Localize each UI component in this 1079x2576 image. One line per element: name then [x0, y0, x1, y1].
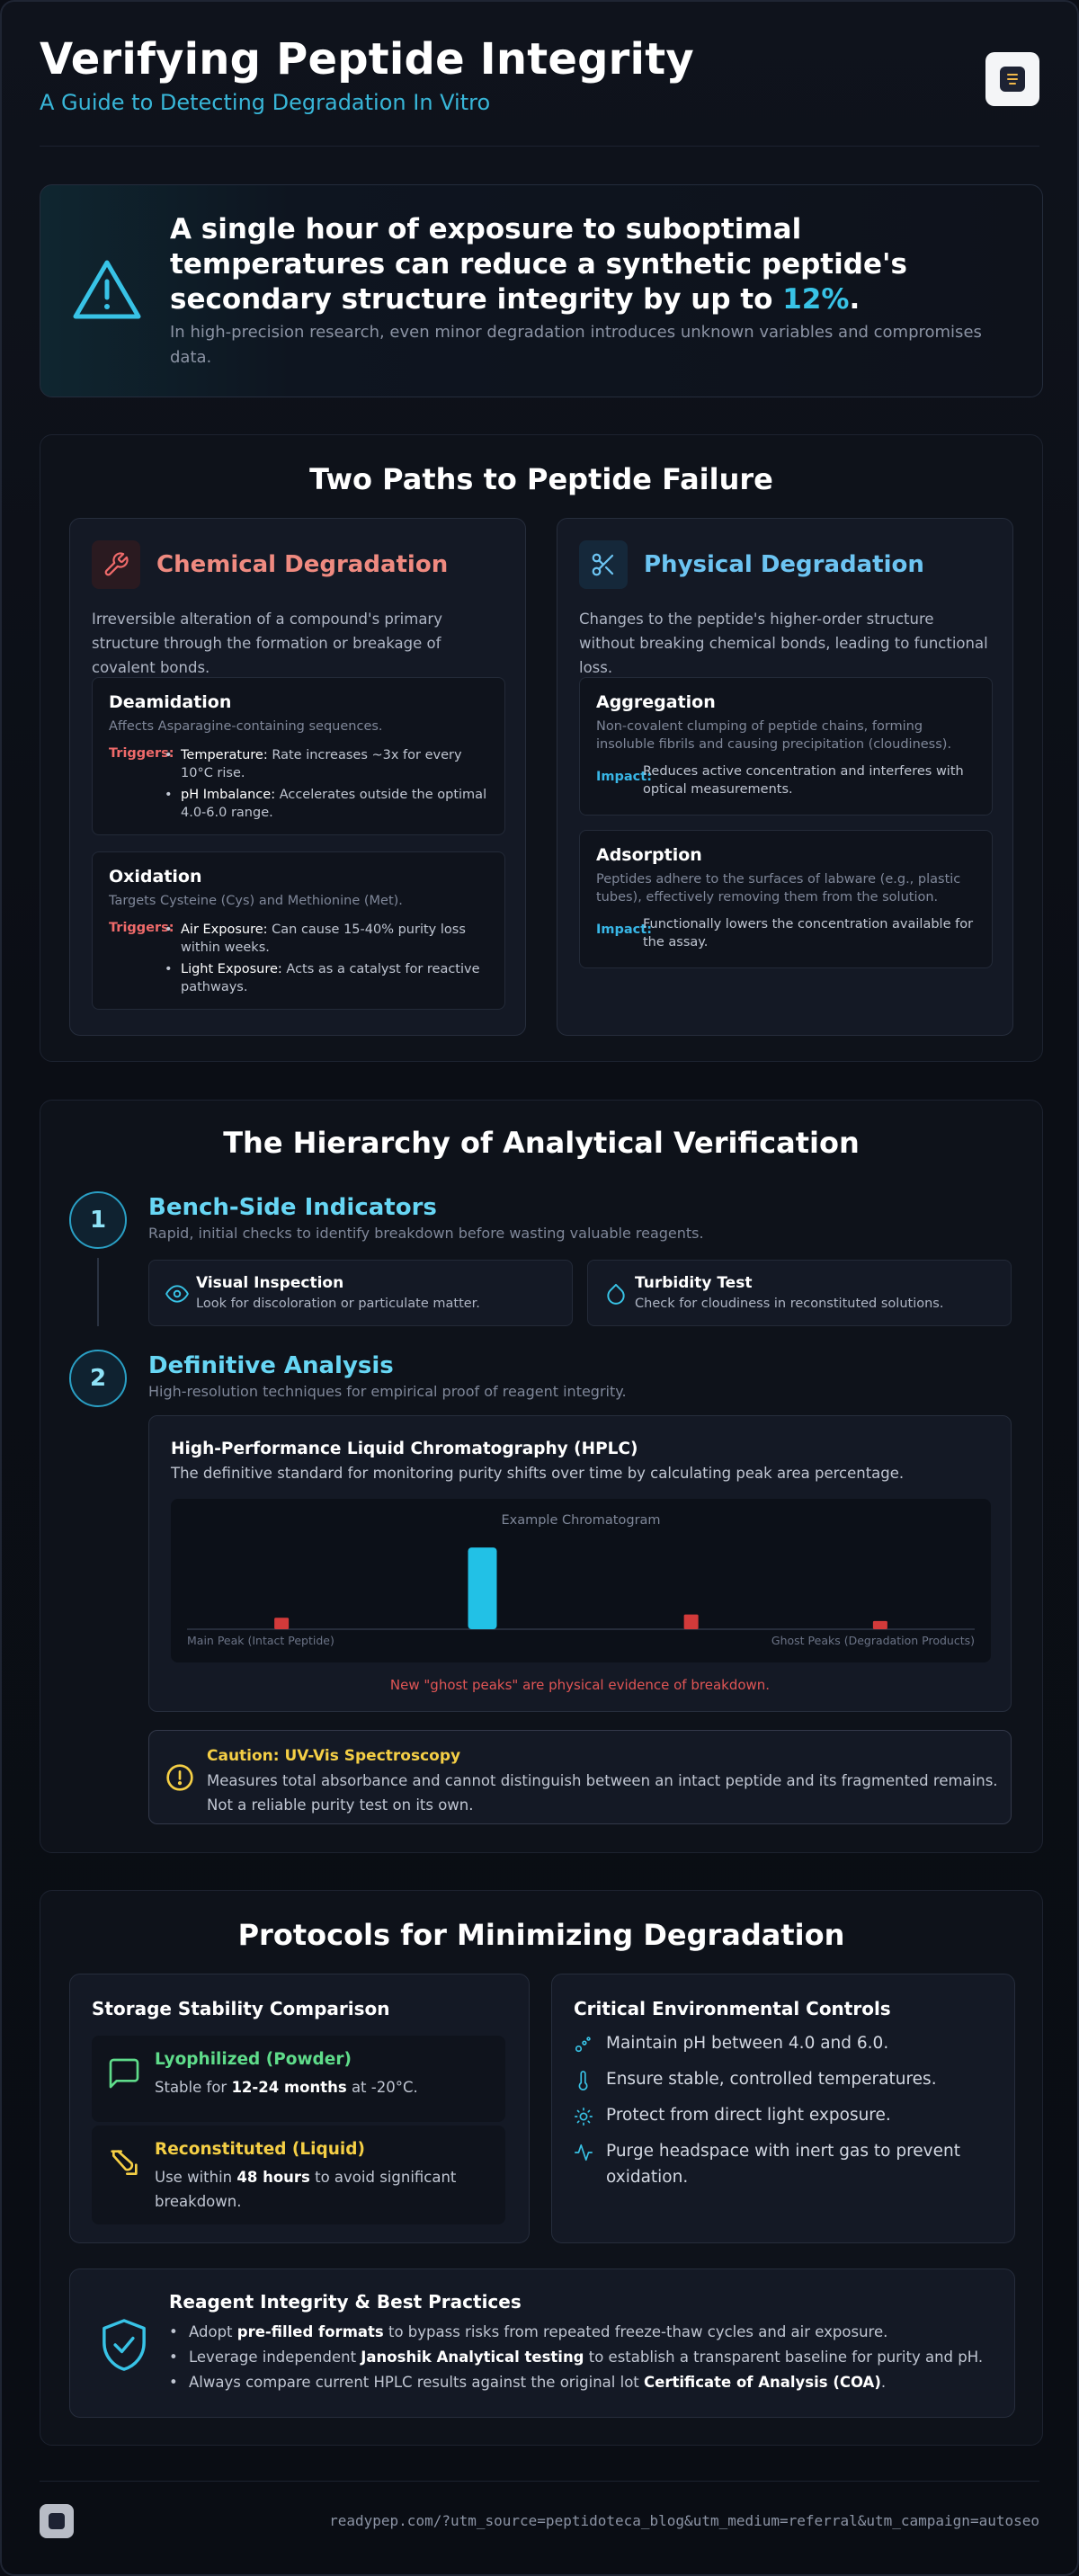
deamidation-triggers-list — [165, 746, 497, 825]
footer-logo[interactable] — [40, 2504, 74, 2538]
turbidity-test-card — [587, 1260, 1012, 1326]
best-practices-list — [169, 2323, 1005, 2399]
lyophilized-title: Lyophilized (Powder) — [155, 2050, 352, 2069]
turbidity-test-desc: Check for cloudiness in reconstituted solutions. — [635, 1297, 944, 1311]
ghost-peaks-note: New "ghost peaks" are physical evidence of breakdown. — [389, 1677, 771, 1693]
eye-icon — [165, 1282, 189, 1306]
aggregation-desc: Non-covalent clumping of peptide chains, forming insoluble fibrils and causing precipitation (cloudiness). — [596, 719, 952, 752]
control-text: Ensure stable, controlled temperatures. — [606, 2070, 937, 2089]
stat-alert-card — [40, 184, 1043, 397]
alert-highlight-value: 12% — [782, 283, 850, 316]
oxidation-title: Oxidation — [109, 867, 202, 887]
step-1-badge: 1 — [69, 1191, 127, 1249]
chart-bar-ghost-peak — [873, 1621, 887, 1629]
trigger-text: Rate increases ~3x for every 10°C rise. — [181, 748, 462, 780]
physical-desc: Changes to the peptide's higher-order structure without breaking chemical bonds, leading to functional loss. — [579, 611, 988, 676]
footer-divider — [40, 2481, 1039, 2482]
lyophilized-text — [155, 2075, 492, 2099]
logo-icon — [1000, 67, 1025, 92]
trigger-term: Light Exposure: — [181, 962, 282, 976]
ph-icon — [574, 2035, 593, 2055]
text-part: to avoid significant breakdown. — [155, 2169, 457, 2210]
chart-bar-main-peak — [468, 1547, 497, 1629]
aggregation-card — [579, 677, 993, 816]
alert-circle-icon — [165, 1763, 194, 1792]
footer-url-link[interactable]: readypep.com/?utm_source=peptidoteca_blog&utm_medium=referral&utm_campaign=autoseo — [329, 2512, 1039, 2529]
aggregation-impact-text: Reduces active concentration and interferes with optical measurements. — [643, 764, 964, 797]
oxidation-triggers-list — [165, 921, 497, 1000]
deamidation-card — [92, 677, 505, 835]
controls-title: Critical Environmental Controls — [574, 1998, 891, 2019]
trigger-text: Can cause 15-40% purity loss within weeks. — [181, 923, 466, 955]
reconstituted-title: Reconstituted (Liquid) — [155, 2140, 365, 2159]
chemical-title: Chemical Degradation — [156, 551, 449, 578]
shield-check-icon — [97, 2316, 151, 2374]
chemical-desc: Irreversible alteration of a compound's primary structure through the formation or breakage of covalent bonds. — [92, 611, 442, 676]
lyophilized-card — [92, 2036, 505, 2122]
physical-degradation-card — [557, 518, 1013, 1036]
trigger-term: Temperature: — [181, 748, 268, 762]
adsorption-impact-text: Functionally lowers the concentration available for the assay. — [643, 917, 974, 949]
hplc-desc: The definitive standard for monitoring purity shifts over time by calculating peak area percentage. — [171, 1465, 905, 1482]
alert-headline — [170, 212, 1015, 317]
adsorption-card — [579, 830, 993, 968]
deamidation-desc: Affects Asparagine-containing sequences. — [109, 719, 383, 734]
failure-paths-section — [40, 434, 1043, 1062]
list-item — [165, 921, 497, 957]
adsorption-impact-label: Impact: — [596, 923, 652, 937]
visual-inspection-card — [148, 1260, 573, 1326]
section-title-protocols: Protocols for Minimizing Degradation — [237, 1918, 845, 1952]
text-part: Always compare current HPLC results against the original lot — [189, 2374, 645, 2391]
text-part: Leverage independent — [189, 2349, 361, 2366]
brand-logo[interactable] — [985, 52, 1039, 106]
list-item — [165, 786, 497, 822]
control-text: Maintain pH between 4.0 and 6.0. — [606, 2034, 889, 2053]
oxidation-desc: Targets Cysteine (Cys) and Methionine (Met). — [109, 894, 403, 908]
thermometer-icon — [574, 2071, 593, 2090]
test-tube-icon — [106, 2145, 142, 2181]
lyophilized-duration: 12-24 months — [231, 2079, 347, 2096]
alert-headline-text: A single hour of exposure to suboptimal temperatures can reduce a synthetic peptide's secondary structure integrity by up to — [170, 213, 907, 316]
text-part: Stable for — [155, 2079, 232, 2096]
turbidity-test-title: Turbidity Test — [635, 1274, 753, 1292]
step-2-desc: High-resolution techniques for empirical proof of reagent integrity. — [148, 1383, 627, 1400]
reconstituted-text — [155, 2165, 492, 2214]
section-title-hierarchy: The Hierarchy of Analytical Verification — [223, 1126, 860, 1160]
environmental-controls-card — [551, 1974, 1015, 2243]
header-divider — [40, 146, 1039, 147]
page-subtitle: A Guide to Detecting Degradation In Vitro — [40, 90, 491, 115]
aggregation-impact-label: Impact: — [596, 770, 652, 784]
trigger-term: pH Imbalance: — [181, 788, 276, 802]
list-item — [165, 960, 497, 996]
aggregation-title: Aggregation — [596, 692, 716, 712]
list-item — [165, 746, 497, 782]
text-part: Adopt — [189, 2323, 237, 2340]
activity-icon — [574, 2143, 593, 2162]
sun-icon — [574, 2107, 593, 2126]
verification-hierarchy-section — [40, 1100, 1043, 1853]
text-emphasis: Certificate of Analysis (COA) — [644, 2374, 881, 2391]
physical-title: Physical Degradation — [644, 551, 924, 578]
list-item — [169, 2323, 1005, 2341]
caution-title: Caution: UV-Vis Spectroscopy — [207, 1747, 461, 1765]
text-part: to bypass risks from repeated freeze-thaw cycles and air exposure. — [383, 2323, 888, 2340]
chromatogram-chart — [171, 1499, 991, 1662]
visual-inspection-desc: Look for discoloration or particulate matter. — [196, 1297, 480, 1311]
wrench-icon — [92, 540, 140, 589]
step-connector — [97, 1258, 99, 1326]
adsorption-title: Adsorption — [596, 845, 702, 865]
hplc-title: High-Performance Liquid Chromatography (HPLC) — [171, 1440, 638, 1458]
storage-stability-card — [69, 1974, 530, 2243]
chart-bar-ghost-peak — [684, 1615, 699, 1629]
section-title-paths: Two Paths to Peptide Failure — [309, 462, 773, 496]
storage-title: Storage Stability Comparison — [92, 1998, 390, 2019]
adsorption-desc: Peptides adhere to the surfaces of labware (e.g., plastic tubes), effectively removing them from the solution. — [596, 872, 961, 905]
oxidation-triggers-label: Triggers: — [109, 921, 174, 935]
ghost-peaks-label: Ghost Peaks (Degradation Products) — [771, 1634, 975, 1647]
list-item — [169, 2374, 1005, 2392]
oxidation-card — [92, 851, 505, 1010]
protocols-section — [40, 1890, 1043, 2446]
step-1-desc: Rapid, initial checks to identify breakdown before wasting valuable reagents. — [148, 1225, 704, 1242]
trigger-text: Acts as a catalyst for reactive pathways. — [181, 962, 480, 994]
hplc-card — [148, 1415, 1012, 1712]
text-part: . — [880, 2374, 887, 2391]
deamidation-title: Deamidation — [109, 692, 232, 712]
step-2-badge: 2 — [69, 1350, 127, 1407]
chat-bubble-icon — [106, 2055, 142, 2091]
text-part: to establish a transparent baseline for purity and pH. — [584, 2349, 984, 2366]
reconstituted-card — [92, 2126, 505, 2224]
page-title: Verifying Peptide Integrity — [40, 34, 694, 85]
chart-title: Example Chromatogram — [501, 1513, 661, 1528]
uv-vis-caution-card — [148, 1730, 1012, 1824]
trigger-term: Air Exposure: — [181, 923, 268, 937]
alert-headline-end: . — [849, 283, 861, 316]
chemical-degradation-card — [69, 518, 526, 1036]
list-item — [169, 2349, 1005, 2367]
trigger-text: Accelerates outside the optimal 4.0-6.0 range. — [181, 788, 487, 820]
deamidation-triggers-label: Triggers: — [109, 746, 174, 761]
text-part: at -20°C. — [346, 2079, 418, 2096]
step-2-title: Definitive Analysis — [148, 1352, 394, 1379]
droplet-icon — [604, 1282, 628, 1306]
page-header — [40, 34, 1039, 133]
best-practices-title: Reagent Integrity & Best Practices — [169, 2291, 522, 2313]
best-practices-card — [69, 2268, 1015, 2418]
reconstituted-duration: 48 hours — [236, 2169, 310, 2186]
text-emphasis: pre-filled formats — [236, 2323, 384, 2340]
control-text: Purge headspace with inert gas to prevent oxidation. — [606, 2142, 960, 2187]
control-text: Protect from direct light exposure. — [606, 2106, 891, 2125]
text-part: Use within — [155, 2169, 237, 2186]
alert-subtext: In high-precision research, even minor degradation introduces unknown variables and compromises data. — [170, 323, 982, 367]
step-1-title: Bench-Side Indicators — [148, 1194, 437, 1221]
chart-bar-ghost-peak — [274, 1618, 289, 1629]
text-emphasis: Janoshik Analytical testing — [361, 2349, 584, 2366]
warning-triangle-icon — [71, 257, 143, 322]
logo-icon — [49, 2513, 65, 2529]
visual-inspection-title: Visual Inspection — [196, 1274, 344, 1292]
main-peak-label: Main Peak (Intact Peptide) — [187, 1634, 334, 1647]
scissors-icon — [579, 540, 628, 589]
caution-text: Measures total absorbance and cannot distinguish between an intact peptide and its fragmented remains. Not a reliable purity test on its own. — [207, 1772, 998, 1814]
